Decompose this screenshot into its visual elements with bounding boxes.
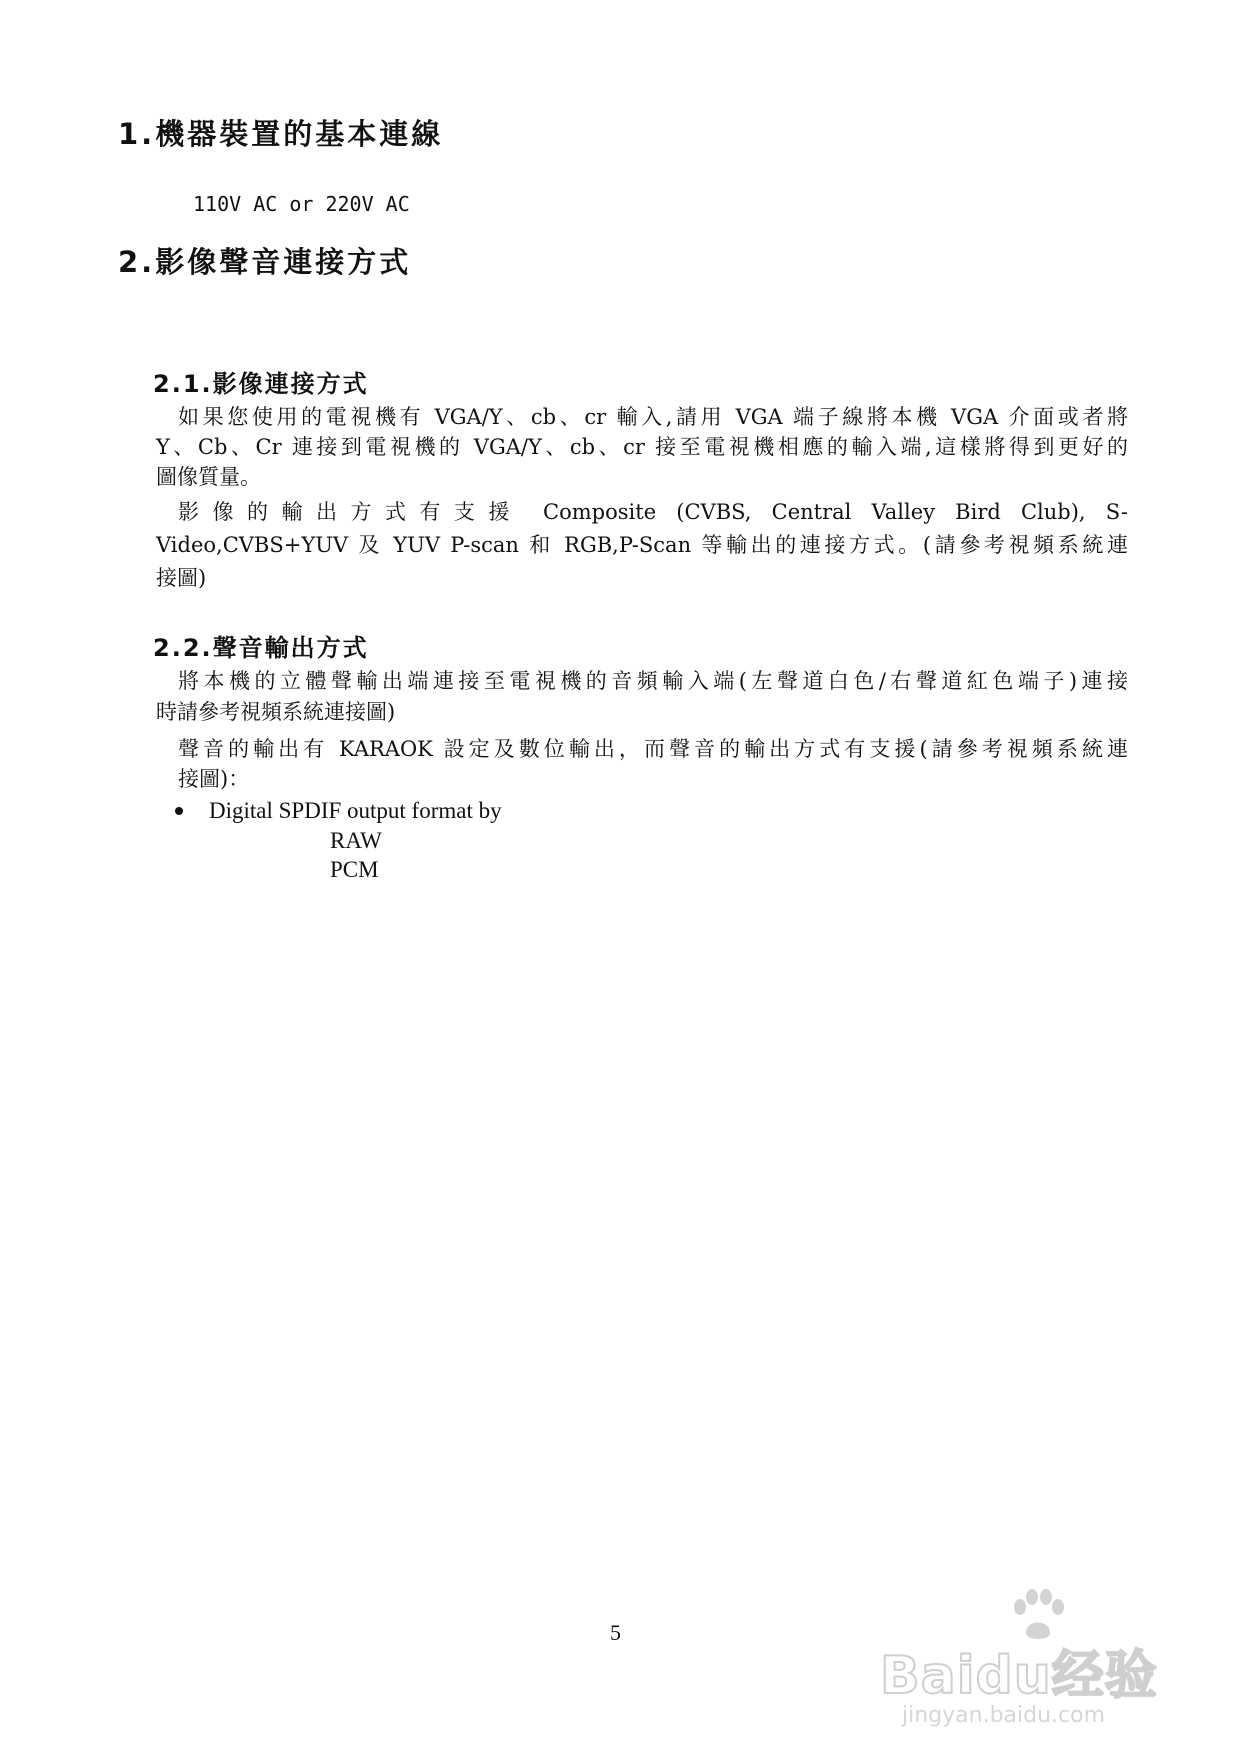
page-number: 5 — [610, 1620, 621, 1645]
watermark-url: jingyan.baidu.com — [902, 1703, 1106, 1728]
format-pcm: PCM — [330, 857, 379, 882]
format-raw: RAW — [330, 828, 382, 853]
video-para-line-1: 如果您使用的電視機有 VGA/Y、cb、cr 輸入,請用 VGA 端子線將本機 VGA 介面或者將 — [178, 405, 1128, 429]
video-para2-line-2: Video,CVBS+YUV 及 YUV P-scan 和 RGB,P-Scan 等輸出的連接方式。(請參考視頻系統連 — [156, 533, 1128, 557]
audio-para2-line-2: 接圖)： — [178, 767, 250, 791]
video-para-line-3: 圖像質量。 — [156, 465, 261, 489]
video-para-line-2: Y、Cb、Cr 連接到電視機的 VGA/Y、cb、cr 接至電視機相應的輸入端,這樣將得到更好的 — [156, 435, 1128, 459]
section-2-heading: 2.影像聲音連接方式 — [118, 245, 412, 279]
spdif-bullet-item — [175, 798, 502, 824]
spdif-bullet-text: Digital SPDIF output format by — [209, 798, 502, 823]
video-para2-line-1: 影像的輸出方式有支援 Composite (CVBS, Central Valley Bird Club), S- — [178, 500, 1128, 524]
audio-para-line-2: 時請參考視頻系統連接圖) — [156, 700, 396, 724]
video-para2-line-3: 接圖) — [156, 566, 207, 590]
audio-para2-line-1: 聲音的輸出有 KARAOK 設定及數位輸出，而聲音的輸出方式有支援(請參考視頻系統連 — [178, 737, 1128, 761]
audio-para-line-1: 將本機的立體聲輸出端連接至電視機的音頻輸入端(左聲道白色/右聲道紅色端子)連接 — [178, 669, 1128, 693]
power-spec-text: 110V AC or 220V AC — [193, 192, 410, 216]
section-2-2-heading: 2.2.聲音輸出方式 — [153, 634, 369, 662]
section-1-heading: 1.機器裝置的基本連線 — [118, 117, 444, 151]
watermark-brand: Baidu经验 — [880, 1646, 1158, 1706]
section-2-1-heading: 2.1.影像連接方式 — [153, 370, 369, 398]
baidu-watermark — [880, 1585, 1210, 1735]
bullet-dot-icon — [175, 807, 183, 815]
